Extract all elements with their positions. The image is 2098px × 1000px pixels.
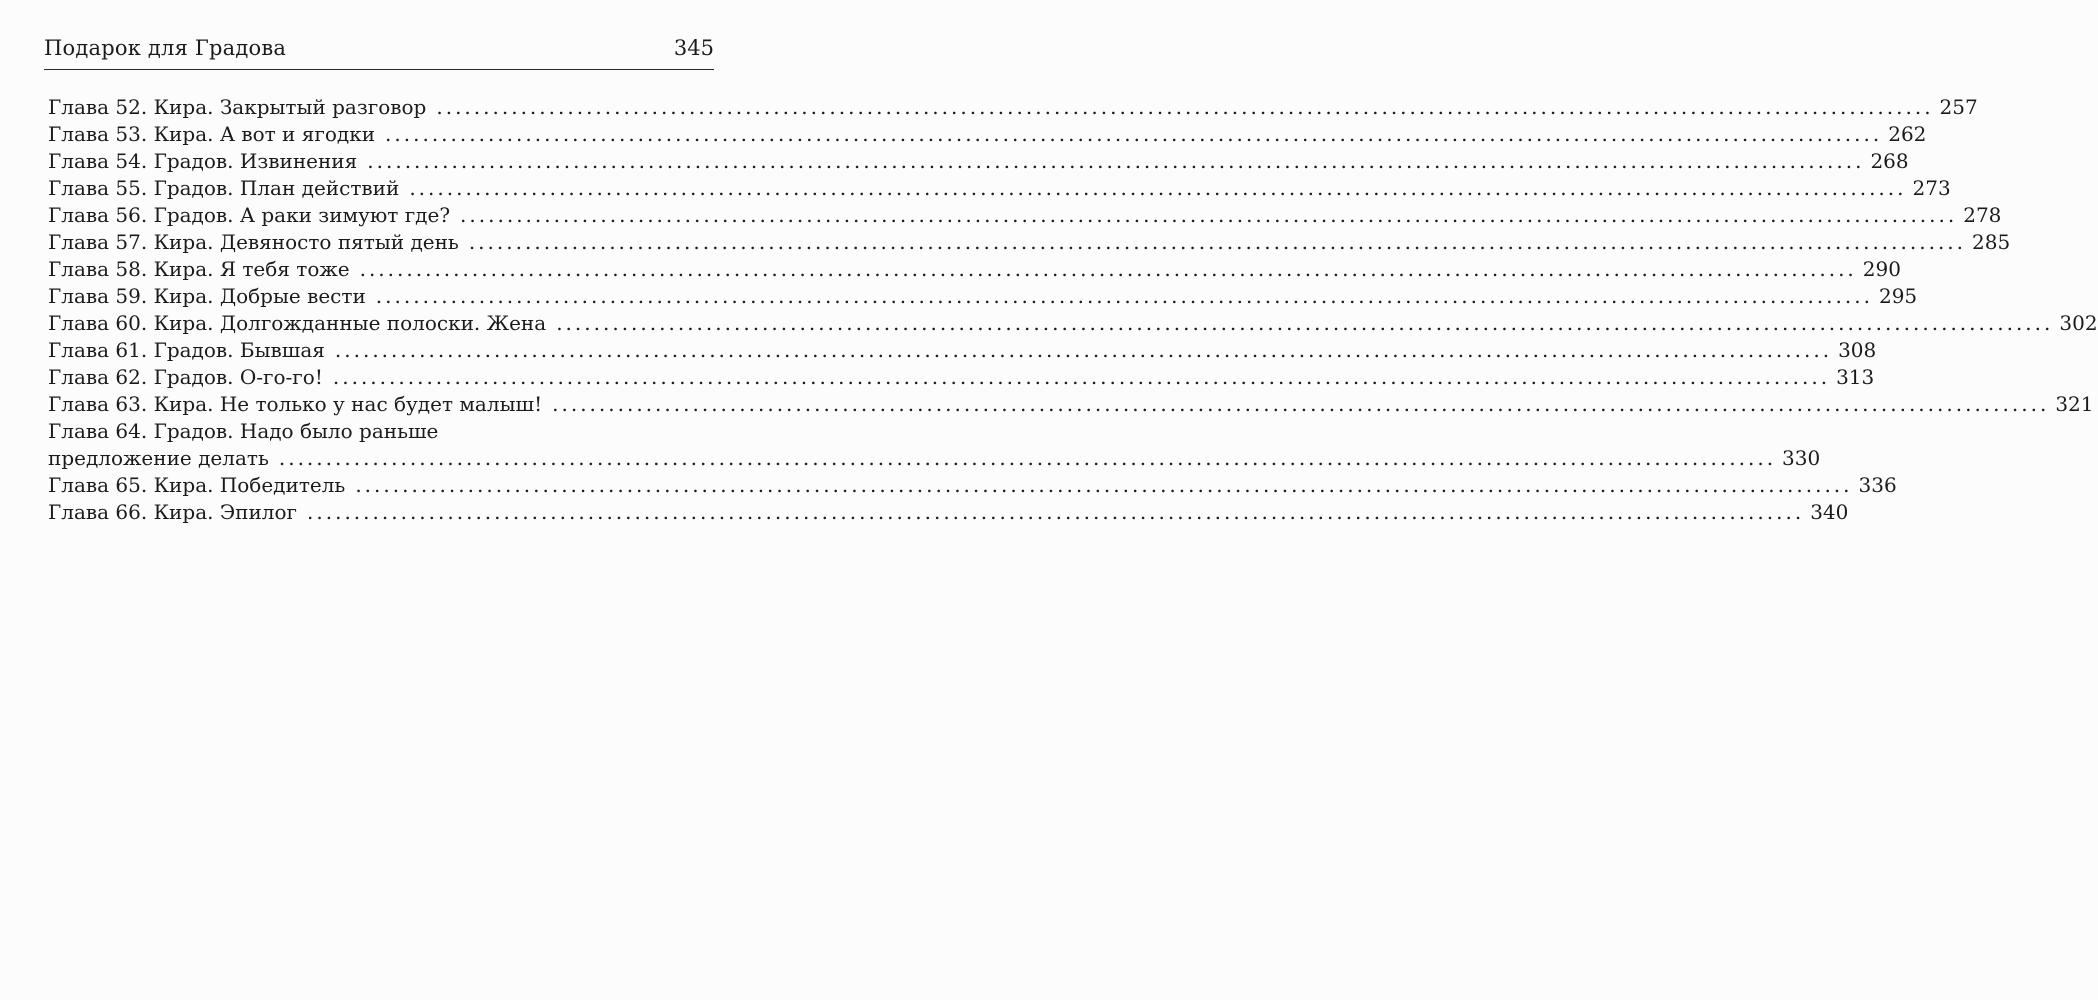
chapter-title: Глава 66. Кира. Эпилог	[48, 500, 298, 524]
toc-entry-line-continued	[48, 445, 1821, 472]
toc-entry-line	[48, 256, 1901, 283]
dot-leader: ................................................................................................................................................................	[367, 149, 1865, 173]
dot-leader: ................................................................................................................................................................	[332, 365, 1831, 389]
chapter-title: Глава 63. Кира. Не только у нас будет малыш!	[48, 392, 543, 416]
table-of-contents	[48, 94, 2098, 526]
toc-entry-line	[48, 283, 1918, 310]
toc-entry-52	[48, 94, 1978, 121]
dot-leader: ................................................................................................................................................................	[460, 203, 1958, 227]
toc-entry-line	[48, 175, 1951, 202]
chapter-title: Глава 61. Градов. Бывшая	[48, 338, 325, 362]
chapter-title-continued: предложение делать	[48, 446, 269, 470]
toc-entry-line	[48, 499, 1849, 526]
toc-entry-57	[48, 229, 2011, 256]
chapter-title: Глава 60. Кира. Долгожданные полоски. Жена	[48, 311, 547, 335]
chapter-title: Глава 64. Градов. Надо было раньше	[48, 419, 439, 443]
toc-entry-55	[48, 175, 1951, 202]
toc-entry-63	[48, 391, 2094, 418]
dot-leader: ................................................................................................................................................................	[334, 338, 1833, 362]
dot-leader: ................................................................................................................................................................	[556, 311, 2054, 335]
chapter-title: Глава 53. Кира. А вот и ягодки	[48, 122, 376, 146]
chapter-page: 308	[1838, 338, 1877, 362]
toc-entry-53	[48, 121, 1927, 148]
chapter-page: 340	[1810, 500, 1849, 524]
chapter-page: 336	[1858, 473, 1897, 497]
page-number: 345	[673, 36, 714, 60]
toc-entry-54	[48, 148, 1909, 175]
toc-entry-line	[48, 229, 2011, 256]
chapter-page: 262	[1888, 122, 1927, 146]
toc-entry-line	[48, 337, 1877, 364]
toc-entry-66	[48, 499, 1849, 526]
toc-entry-line	[48, 364, 1875, 391]
chapter-title: Глава 58. Кира. Я тебя тоже	[48, 257, 350, 281]
chapter-page: 257	[1939, 95, 1978, 119]
chapter-page: 268	[1870, 149, 1909, 173]
chapter-title: Глава 62. Градов. О-го-го!	[48, 365, 323, 389]
dot-leader: ................................................................................................................................................................	[552, 392, 2050, 416]
chapter-page: 285	[1972, 230, 2011, 254]
chapter-title: Глава 65. Кира. Победитель	[48, 473, 346, 497]
chapter-page: 313	[1836, 365, 1875, 389]
dot-leader: ................................................................................................................................................................	[355, 473, 1853, 497]
toc-entry-line	[48, 121, 1927, 148]
chapter-title: Глава 59. Кира. Добрые вести	[48, 284, 366, 308]
toc-entry-56	[48, 202, 2002, 229]
toc-entry-line	[48, 310, 2098, 337]
dot-leader: ................................................................................................................................................................	[385, 122, 1883, 146]
toc-entry-65	[48, 472, 1897, 499]
running-header	[44, 33, 714, 70]
chapter-page: 290	[1862, 257, 1901, 281]
toc-entry-60	[48, 310, 2098, 337]
chapter-page: 295	[1878, 284, 1918, 308]
toc-entry-line	[48, 418, 693, 445]
chapter-page: 278	[1963, 203, 2002, 227]
chapter-title: Глава 52. Кира. Закрытый разговор	[48, 95, 427, 119]
dot-leader: ................................................................................................................................................................	[375, 284, 1873, 308]
chapter-title: Глава 56. Градов. А раки зимуют где?	[48, 203, 451, 227]
toc-entry-58	[48, 256, 1901, 283]
toc-entry-64	[48, 418, 1821, 472]
dot-leader: ................................................................................................................................................................	[278, 446, 1777, 470]
toc-entry-61	[48, 337, 1877, 364]
dot-leader: ................................................................................................................................................................	[359, 257, 1857, 281]
chapter-page: 273	[1912, 176, 1951, 200]
toc-entry-line	[48, 202, 2002, 229]
toc-entry-line	[48, 472, 1897, 499]
toc-entry-line	[48, 94, 1978, 121]
book-title: Подарок для Градова	[44, 36, 287, 60]
toc-entry-62	[48, 364, 1875, 391]
toc-entry-line	[48, 391, 2094, 418]
toc-entry-59	[48, 283, 1918, 310]
chapter-page: 330	[1782, 446, 1821, 470]
dot-leader: ................................................................................................................................................................	[409, 176, 1907, 200]
dot-leader: ................................................................................................................................................................	[307, 500, 1805, 524]
chapter-page: 302	[2059, 311, 2098, 335]
toc-entry-line	[48, 148, 1909, 175]
chapter-title: Глава 55. Градов. План действий	[48, 176, 400, 200]
chapter-title: Глава 57. Кира. Девяносто пятый день	[48, 230, 459, 254]
dot-leader: ................................................................................................................................................................	[436, 95, 1934, 119]
chapter-page: 321	[2055, 392, 2094, 416]
dot-leader: ................................................................................................................................................................	[468, 230, 1967, 254]
chapter-title: Глава 54. Градов. Извинения	[48, 149, 358, 173]
